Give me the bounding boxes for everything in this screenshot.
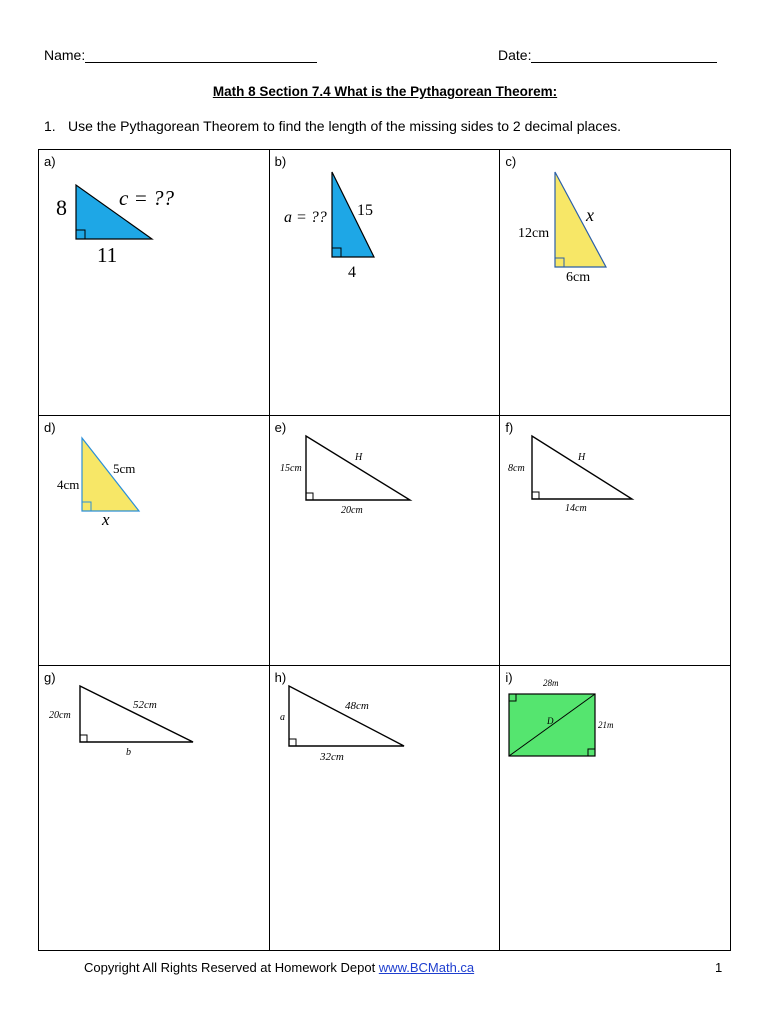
hypotenuse-f: H: [578, 452, 586, 463]
side-horizontal-b: 4: [347, 264, 356, 281]
name-field[interactable]: [44, 47, 317, 63]
triangle-shape-g: [80, 686, 193, 742]
triangle-shape-e: [306, 436, 410, 500]
footer: [84, 960, 474, 975]
triangle-figure-e: [270, 416, 501, 666]
triangle-figure-h: [270, 666, 501, 951]
problem-cell-e: [269, 416, 500, 666]
triangle-figure-b: [270, 150, 501, 416]
side-vertical-d: 4cm: [57, 477, 80, 492]
rectangle-height-i: 21m: [598, 720, 614, 730]
name-line: [85, 48, 317, 63]
side-vertical-b: a = ??: [283, 209, 327, 226]
side-horizontal-f: 14cm: [565, 503, 587, 514]
problem-label-b: b): [274, 154, 287, 169]
name-label: Name:: [44, 47, 86, 63]
triangle-figure-d: [39, 416, 270, 666]
website-link[interactable]: www.BCMath.ca: [378, 960, 475, 975]
hypotenuse-g: 52cm: [133, 699, 157, 711]
right-angle-mark-h: [289, 739, 296, 746]
side-horizontal-e: 20cm: [340, 505, 363, 516]
triangle-shape-f: [532, 436, 632, 499]
side-horizontal-g: b: [126, 747, 131, 758]
problem-label-c: c): [505, 154, 517, 169]
problem-cell-d: [39, 416, 270, 666]
side-horizontal-c: 6cm: [566, 270, 591, 285]
triangle-figure-a: [39, 150, 270, 416]
problem-cell-h: [269, 666, 500, 951]
triangle-figure-f: [500, 416, 731, 666]
problem-label-f: f): [505, 420, 514, 435]
date-field[interactable]: [498, 47, 717, 63]
problem-grid: [38, 149, 731, 951]
side-vertical-f: 8cm: [508, 463, 525, 474]
problem-label-h: h): [274, 670, 287, 685]
hypotenuse-h: 48cm: [344, 700, 369, 712]
problem-label-e: e): [274, 420, 287, 435]
side-vertical-c: 12cm: [518, 226, 550, 241]
side-horizontal-d: x: [102, 510, 110, 529]
problem-cell-i: [500, 666, 731, 951]
side-horizontal-a: 11: [97, 243, 118, 267]
problem-cell-b: [269, 150, 500, 416]
page-title: Math 8 Section 7.4 What is the Pythagorean Theorem:: [212, 84, 558, 99]
problem-cell-a: [39, 150, 270, 416]
right-angle-mark-g: [80, 735, 87, 742]
triangle-figure-g: [39, 666, 270, 951]
side-horizontal-h: 32cm: [319, 751, 344, 763]
diagonal-label-i: D: [547, 716, 554, 726]
instruction-text: Use the Pythagorean Theorem to find the length of the missing sides to 2 decimal places.: [68, 118, 622, 134]
instruction: [44, 118, 621, 134]
side-vertical-h: a: [279, 712, 285, 723]
rectangle-width-i: 28m: [543, 678, 559, 688]
side-vertical-a: 8: [56, 195, 67, 220]
hypotenuse-a: c = ??: [119, 186, 174, 210]
problem-label-g: g): [44, 670, 56, 685]
right-angle-mark-f: [532, 492, 539, 499]
question-number: 1.: [44, 118, 56, 134]
side-vertical-e: 15cm: [279, 463, 302, 474]
problem-cell-c: [500, 150, 731, 416]
problem-label-a: a): [44, 154, 56, 169]
copyright-text: Copyright All Rights Reserved at Homework Depot: [84, 960, 379, 975]
problem-cell-f: [500, 416, 731, 666]
page-number: 1: [715, 960, 723, 975]
problem-label-i: i): [505, 670, 513, 685]
date-label: Date:: [498, 47, 532, 63]
right-angle-mark-e: [306, 493, 313, 500]
date-line: [531, 48, 717, 63]
rectangle-figure-i: [500, 666, 731, 951]
hypotenuse-e: H: [354, 452, 362, 463]
hypotenuse-d: 5cm: [113, 461, 136, 476]
triangle-shape-c: [555, 172, 606, 267]
hypotenuse-c: x: [586, 205, 595, 225]
triangle-figure-c: [500, 150, 731, 416]
problem-label-d: d): [44, 420, 56, 435]
triangle-shape-h: [289, 686, 404, 746]
side-vertical-g: 20cm: [49, 710, 71, 721]
problem-cell-g: [39, 666, 270, 951]
hypotenuse-b: 15: [356, 202, 373, 219]
